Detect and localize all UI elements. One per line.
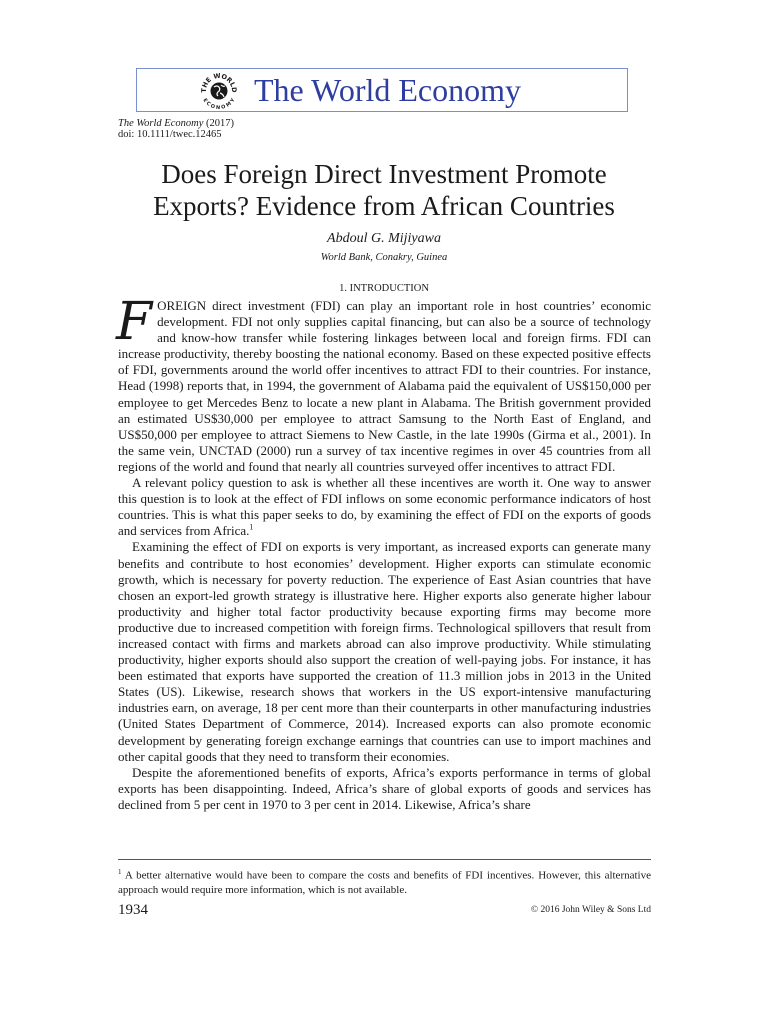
citation-journal: The World Economy bbox=[118, 118, 204, 129]
section-heading: 1. INTRODUCTION bbox=[339, 283, 429, 294]
citation-doi: doi: 10.1111/twec.12465 bbox=[118, 129, 222, 140]
author-name: Abdoul G. Mijiyawa bbox=[327, 231, 441, 246]
globe-logo-icon bbox=[201, 73, 237, 109]
citation-year: (2017) bbox=[205, 118, 234, 129]
journal-name: The World Economy bbox=[254, 72, 521, 108]
paragraph-text: OREIGN direct investment (FDI) can play an important role in host countries’ economic development. FDI not only supplies capital financing, but can also be a source of technology and know-how transfer while fostering linkages between local and foreign firms. FDI can increase productivity, thereby boosting the national economy. Based on these expected positive effects of FDI, governments around the world offer incentives to attract FDI to their countries. For instance, Head (1998) reports that, in 1994, the government of Alabama paid the equivalent of US$150,000 per employee to get Mercedes Benz to locate a new plant in Alabama. The British government provided an estimated US$30,000 per employee to attract Samsung to the North East of England, and US$50,000 per employee to attract Siemens to New Castle, in the late 1990s (Girma et al., 2001). In the same vein, UNCTAD (2000) run a survey of tax incentive regimes in over 45 countries from all regions of the world and found that nearly all countries surveyed offer incentives to attract FDI. bbox=[118, 298, 651, 474]
footnote-reference[interactable]: 1 bbox=[249, 522, 254, 532]
paragraph bbox=[118, 475, 651, 539]
footnote-divider bbox=[118, 859, 651, 860]
footnote-mark: 1 bbox=[118, 868, 122, 876]
paragraph-text: Examining the effect of FDI on exports is very important, as increased exports can generate many benefits and contribute to host economies’ development. Higher exports can stimulate economic growth, which is necessary for poverty reduction. The experience of East Asian countries that have chosen an export-led growth strategy is illustrative here. Higher exports also generate higher labour productivity and higher total factor productivity because exporting firms may become more productive due to increased competition with foreign firms. Technological spillovers that result from increased contact with firms and markets abroad can also improve productivity. While stimulating productivity, higher exports should also support the creation of well-paying jobs. For instance, it has been estimated that exports have supported the creation of 11.3 million jobs in 2013 in the United States (US). Likewise, research shows that workers in the US export-intensive manufacturing industries earn, on average, 18 per cent more than their counterparts in other manufacturing industries (United States Department of Commerce, 2014). Increased exports can also promote economic development by generating foreign exchange earnings that countries can use to import machines and other capital goods that they need to transform their economies. bbox=[118, 539, 651, 764]
paragraph bbox=[118, 539, 651, 764]
title-line-2: Exports? Evidence from African Countries bbox=[153, 191, 615, 221]
logo-text-top: HE WORL bbox=[201, 73, 237, 89]
paragraph bbox=[118, 765, 651, 813]
drop-cap: F bbox=[116, 292, 153, 352]
copyright-notice: © 2016 John Wiley & Sons Ltd bbox=[530, 905, 651, 915]
paragraph-text: Despite the aforementioned benefits of exports, Africa’s exports performance in terms of global exports has been disappointing. Indeed, Africa’s share of global exports of goods and services has declined from 5 per cent in 1970 to 3 per cent in 2014. Likewise, Africa’s share bbox=[118, 764, 651, 812]
title-line-1: Does Foreign Direct Investment Promote bbox=[161, 159, 607, 189]
logo-text-bottom: ECONOMY bbox=[201, 97, 237, 109]
journal-masthead bbox=[136, 68, 628, 112]
citation-block bbox=[118, 118, 234, 140]
footnote bbox=[118, 865, 651, 897]
page-number: 1934 bbox=[118, 902, 148, 918]
article-body bbox=[116, 292, 651, 813]
article-title bbox=[100, 158, 668, 222]
footnote-text: A better alternative would have been to compare the costs and benefits of FDI incentives. However, this alternative approach would require more information, which is not available. bbox=[118, 869, 651, 896]
author-affiliation: World Bank, Conakry, Guinea bbox=[320, 252, 448, 263]
paragraph-text: A relevant policy question to ask is whether all these incentives are worth it. One way to answer this question is to look at the effect of FDI inflows on some economic performance indicators of host countries. This is what this paper seeks to do, by examining the effect of FDI on the exports of goods and services from Africa. bbox=[118, 475, 651, 539]
paragraph bbox=[116, 292, 651, 475]
